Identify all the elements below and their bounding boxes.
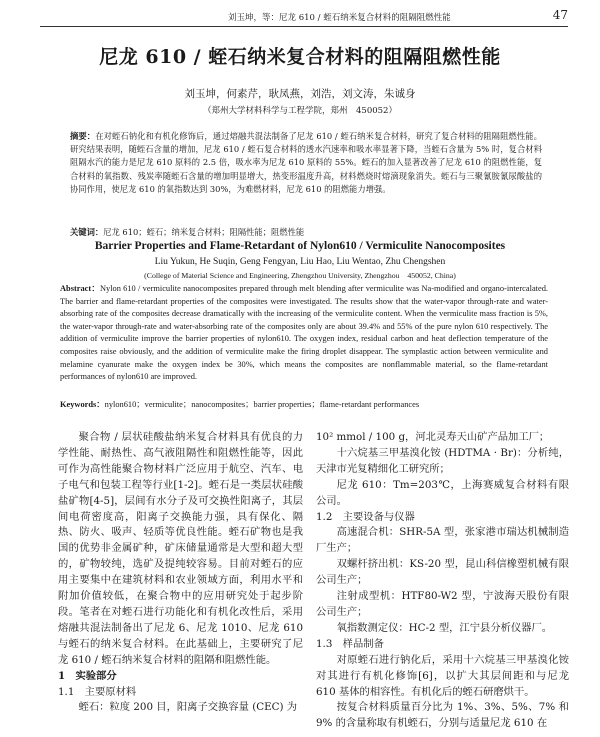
section-1-2-heading: 1.2 主要设备与仪器 [316, 510, 415, 523]
keywords-cn-text: 尼龙 610；蛭石；纳米复合材料；阻隔性能；阻燃性能 [103, 227, 305, 237]
prep-paragraph-1: 对原蛭石进行钠化后，采用十六烷基三甲基溴化铵对其进行有机化修饰[6]，以扩大其层间距和与尼龙 610 基体的相容性。有机化后的蛭石研磨烘干。 [316, 653, 569, 698]
prep-paragraph-2: 按复合材料质量百分比为 1%、3%、5%、7% 和 9% 的含量称取有机蛭石，分别与适量尼龙 610 在 [316, 701, 569, 730]
materials-continued: 10² mmol / 100 g，河北灵寿天山矿产品加工厂； [316, 431, 550, 443]
equipment-injection: 注射成型机：HTF80-W2 型，宁波海天股份有限公司生产； [316, 590, 569, 618]
section-1-1-heading: 1.1 主要原材料 [58, 685, 137, 698]
abstract-cn-text: 在对蛭石钠化和有机化修饰后，通过熔融共混法制备了尼龙 610 / 蛭石纳米复合材料，研究了复合材料的阻隔阻燃性能。研究结果表明，随蛭石含量的增加，尼龙 610 / 蛭石复合材料的透水汽速率和吸水率显著下降，当蛭石含量为 5% 时，复合材料阻隔水汽的能力是尼龙 610 原料的 2.5 倍，吸水率为尼龙 610 原料的 55%。蛭石的加入显著改善了尼龙 610 的阻燃性能，复合材料的氧指数、残炭率随蛭石含量的增加明显增大，热变形温度升高，材料燃烧时熔滴现象消失。蛭石与三聚氰胺氰尿酸盐的协同作用，使尼龙 610 的氧指数达到 30%，为难燃材料，尼龙 610 的阻燃能力增强。 [70, 131, 542, 194]
affiliation: （郑州大学材料科学与工程学院，郑州 450052） [203, 106, 397, 116]
abstract-cn-label: 摘要： [70, 131, 96, 141]
english-authors: Liu Yukun, He Suqin, Geng Fengyan, Liu Hao, Liu Wentao, Zhu Chengshen [154, 257, 446, 267]
body-right-column [316, 430, 569, 732]
keywords-en-text: nylon610；vermiculite；nanocomposites；barrier properties；flame-retardant performances [104, 400, 420, 409]
page-number: 47 [552, 8, 568, 22]
abstract-en [60, 283, 548, 384]
material-nylon610: 尼龙 610：Tm=203℃，上海赛威复合材料有限公司。 [316, 478, 569, 507]
abstract-cn [70, 130, 542, 196]
equipment-extruder: 双螺杆挤出机：KS-20 型，昆山科信橡塑机械有限公司生产； [316, 558, 569, 587]
author-list: 刘玉坤，何素芹，耿凤燕，刘浩，刘文涛，朱诚身 [184, 88, 416, 100]
abstract-en-label: Abstract： [60, 284, 100, 293]
intro-paragraph: 聚合物 / 层状硅酸盐纳米复合材料具有优良的力学性能、耐热性、高气液阻隔性和阻燃性能等，因此可作为高性能聚合物材料广泛应用于航空、汽车、电子电气和包装工程等行业[1-2]。蛭石是一类层状硅酸盐矿物[4-5]，层间有水分子及可交换性阳离子，其层间电荷密度高，阳离子交换能力强，具有保化、隔热、防火、吸声、轻质等优良性能。蛭石矿物也是我国的优势非金属矿种，矿床储量通常是大型和超大型的，矿物较纯，选矿及提纯较容易。目前对蛭石的应用主要集中在建筑材料和农业领域方面，利用水平和附加价值较低，在聚合物中的应用研究处于起步阶段。笔者在对蛭石进行功能化和有机化改性后，采用熔融共混法制备出了尼龙 6、尼龙 1010、尼龙 610 与蛭石的纳米复合材料。在此基础上，主要研究了尼龙 610 / 蛭石纳米复合材料的阻隔和阻燃性能。 [58, 431, 303, 666]
keywords-en-label: Keywords： [60, 400, 105, 409]
abstract-en-text: Nylon 610 / vermiculite nanocomposites prepared through melt blending after vermiculite was Na-modified and organo-intercalated. The barrier and flame-retardant properties of the composites were investigated. The results show that the water-vapor through-rate and water-absorbing rate of the composites decrease dramatically with the increasing of the vermiculite content. When the vermiculite mass fraction is 5%, the water-vapor through-rate and water-absorbing rate of the composites only are about 39.4% and 55% of the pure nylon 610 respectively. The addition of vermiculite improve the barrier properties of nylon610. The oxygen index, residual carbon and heat deflection temperature of the composites raise obviously, and the addition of vermiculite make the firing droplet disappear. The symplastic action between vermiculite and melamine cyanurate make the oxygen index be 30%, which means the composites are nonflammable material, so the flame-retardant performances of nylon610 are improved. [60, 284, 548, 382]
body-left-column [58, 430, 303, 716]
equipment-mixer: 高速混合机：SHR-5A 型，张家港市瑞达机械制造厂生产； [316, 526, 569, 555]
keywords-cn [70, 226, 542, 238]
paper-title: 尼龙 610 / 蛭石纳米复合材料的阻隔阻燃性能 [99, 46, 501, 68]
running-authors: 刘玉坤，等：尼龙 610 / 蛭石纳米复合材料的阻隔阻燃性能 [228, 13, 451, 23]
equipment-oxygen-index: 氧指数测定仪：HC-2 型，江宁县分析仪器厂。 [336, 621, 553, 634]
keywords-cn-label: 关键词： [70, 227, 104, 237]
section-1-heading: 1 实验部分 [58, 669, 117, 682]
english-affiliation: (College of Material Science and Engineering, Zhengzhou University, Zhengzhou 450052, China) [144, 271, 456, 280]
english-title: Barrier Properties and Flame-Retardant of Nylon610 / Vermiculite Nanocomposites [94, 240, 506, 252]
keywords-en [60, 398, 548, 410]
materials-paragraph: 蛭石：粒度 200 目，阳离子交换容量 (CEC) 为 [78, 701, 298, 714]
material-hdtma: 十六烷基三甲基溴化铵 (HDTMA · Br)：分析纯，天津市光复精细化工研究所； [316, 446, 569, 475]
section-1-3-heading: 1.3 样品制备 [316, 637, 384, 650]
running-header [40, 8, 568, 27]
